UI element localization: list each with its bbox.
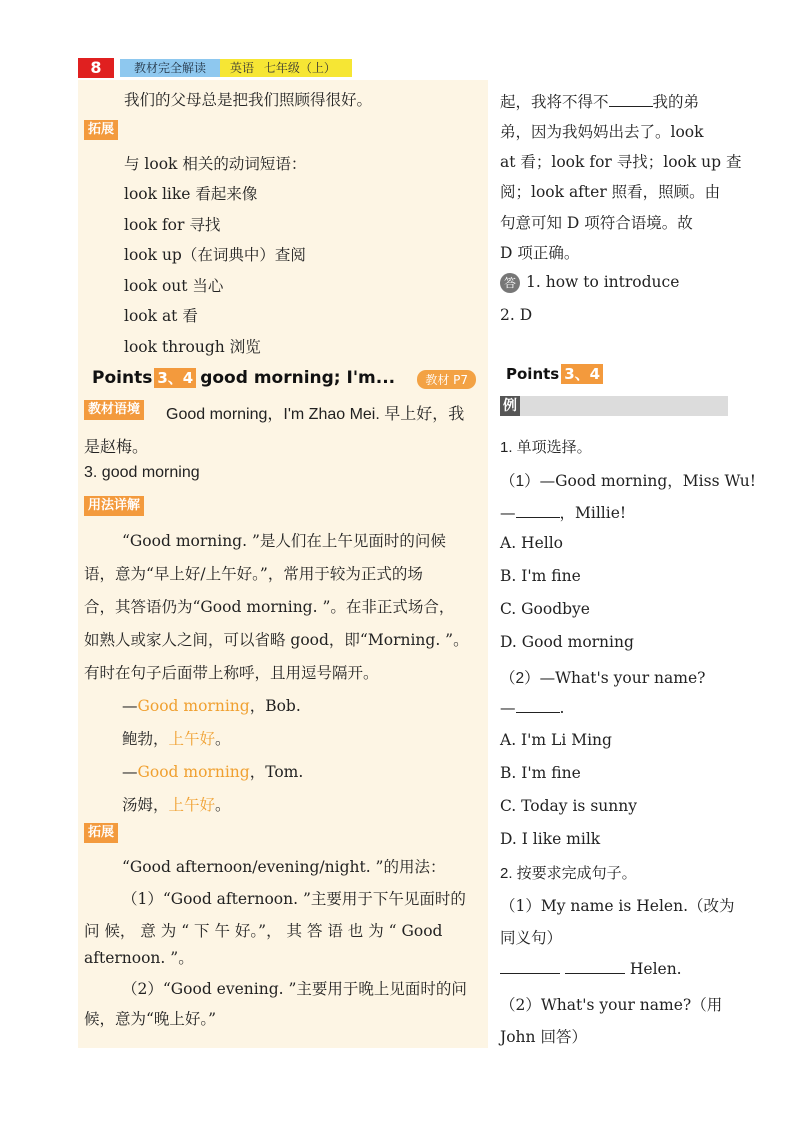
para-line: 语，意为“早上好/上午好。”，常用于较为正式的场 [84,565,423,583]
question-text: —Good morning，Miss Wu! [539,472,756,490]
points-heading [506,364,603,384]
answer-blank [516,505,560,518]
textbook-page-badge: 教材 P7 [417,370,476,389]
para-line: 问 候， 意 为 “ 下 午 好。”， 其 答 语 也 为 “ Good [84,922,443,940]
context-tag: 教材语境 [84,400,144,420]
option-item: C. Goodbye [500,600,590,618]
question-line: John 回答） [500,1028,587,1046]
phrase-item: look for 寻找 [124,216,221,234]
subject-label: 英语 七年级（上） [220,59,352,77]
para-line: afternoon. ”。 [84,949,194,967]
question-line: （2）What's your name?（用 [500,996,723,1014]
example-line [122,760,303,782]
page-number: 8 [78,58,114,78]
answer-line [500,273,679,293]
answer-blank [609,94,653,107]
explain-text: 起，我将不得不 [500,93,609,111]
question-text: ，Millie! [559,504,627,522]
question-number: （1） [500,473,540,490]
question-line [500,666,705,688]
question-number: （2） [500,670,540,687]
right-column [496,80,756,1048]
expand-tag: 拓展 [84,120,118,140]
example-translation [122,793,231,815]
highlight: Good morning [137,763,250,781]
dash: — [122,697,138,715]
para-line: （2）“Good evening. ”主要用于晚上见面时的问 [122,980,467,998]
question-text: . [559,699,565,717]
explain-line: 句意可知 D 项符合语境。故 [500,214,693,232]
translation-text: 汤姆， [122,796,169,814]
option-item: A. I'm Li Ming [500,731,612,749]
question-heading: 1. 单项选择。 [500,439,592,456]
text-line: 我们的父母总是把我们照顾得很好。 [124,91,373,109]
question-line: （1）My name is Helen.（改为 [500,897,735,915]
question-line [500,960,682,978]
section-heading: 3. good morning [84,464,200,481]
explain-line [500,90,699,112]
para-line: 候，意为“晚上好。” [84,1010,217,1028]
text-line: 与 look 相关的动词短语： [124,155,307,173]
option-item: D. I like milk [500,830,601,848]
points-number: 3、4 [154,368,196,388]
para-line: 如熟人或家人之间，可以省略 good，即“Morning. ”。 [84,631,469,649]
example-rest: ，Tom. [249,763,304,781]
phrase-item: look up（在词典中）查阅 [124,246,306,264]
punct: 。 [215,730,231,748]
explain-line: 弟，因为我妈妈出去了。look [500,123,704,141]
phrase-item: look like 看起来像 [124,185,258,203]
question-line: — . [500,699,565,717]
option-item: A. Hello [500,534,563,552]
example-translation [122,727,231,749]
explain-text: 我的弟 [652,93,700,111]
answer-icon: 答 [500,273,520,293]
question-text: Helen. [629,960,682,978]
usage-tag: 用法详解 [84,496,144,516]
answer-text: 1. how to introduce [526,273,680,291]
answer-line: 2. D [500,306,533,324]
answer-blank [516,700,560,713]
points-number: 3、4 [561,364,603,384]
points-word: Points [506,365,560,383]
example-line [122,694,301,716]
para-line: “Good afternoon/evening/night. ”的用法： [122,858,446,876]
translation-text: 鲍勃， [122,730,169,748]
context-sentence: Good morning，I'm Zhao Mei. 早上好，我 [166,406,465,423]
explain-line: D 项正确。 [500,244,580,262]
points-heading [92,368,395,388]
points-word: Points [92,368,153,388]
highlight: Good morning [137,697,250,715]
para-line: 合，其答语仍为“Good morning. ”。在非正式场合， [84,598,455,616]
explain-line: at 看；look for 寻找；look up 查 [500,153,742,171]
phrase-item: look at 看 [124,307,198,325]
option-item: D. Good morning [500,633,634,651]
expand-tag: 拓展 [84,823,118,843]
para-line: 有时在句子后面带上称呼，且用逗号隔开。 [84,664,379,682]
para-line: “Good morning. ”是人们在上午见面时的问候 [122,532,446,550]
option-item: C. Today is sunny [500,797,637,815]
highlight: 上午好 [168,730,216,748]
question-text: —What's your name? [539,669,706,687]
example-bar [500,396,728,416]
answer-blank [500,961,560,974]
dash: — [122,763,138,781]
highlight: 上午好 [168,796,216,814]
context-sentence-cont: 是赵梅。 [84,439,149,456]
question-line [500,469,756,491]
example-icon: 例 [500,396,520,416]
option-item: B. I'm fine [500,567,581,585]
para-line: （1）“Good afternoon. ”主要用于下午见面时的 [122,890,466,908]
left-column [78,80,488,1048]
answer-blank [565,961,625,974]
punct: 。 [215,796,231,814]
explain-line: 阅；look after 照看，照顾。由 [500,183,721,201]
points-title: good morning; I'm... [200,368,396,388]
question-line: 同义句） [500,929,563,947]
question-heading: 2. 按要求完成句子。 [500,865,637,882]
phrase-item: look through 浏览 [124,338,261,356]
option-item: B. I'm fine [500,764,581,782]
page-header [78,58,352,78]
book-title: 教材完全解读 [120,59,220,77]
question-line: — ，Millie! [500,504,627,522]
phrase-item: look out 当心 [124,277,224,295]
example-rest: ，Bob. [249,697,301,715]
